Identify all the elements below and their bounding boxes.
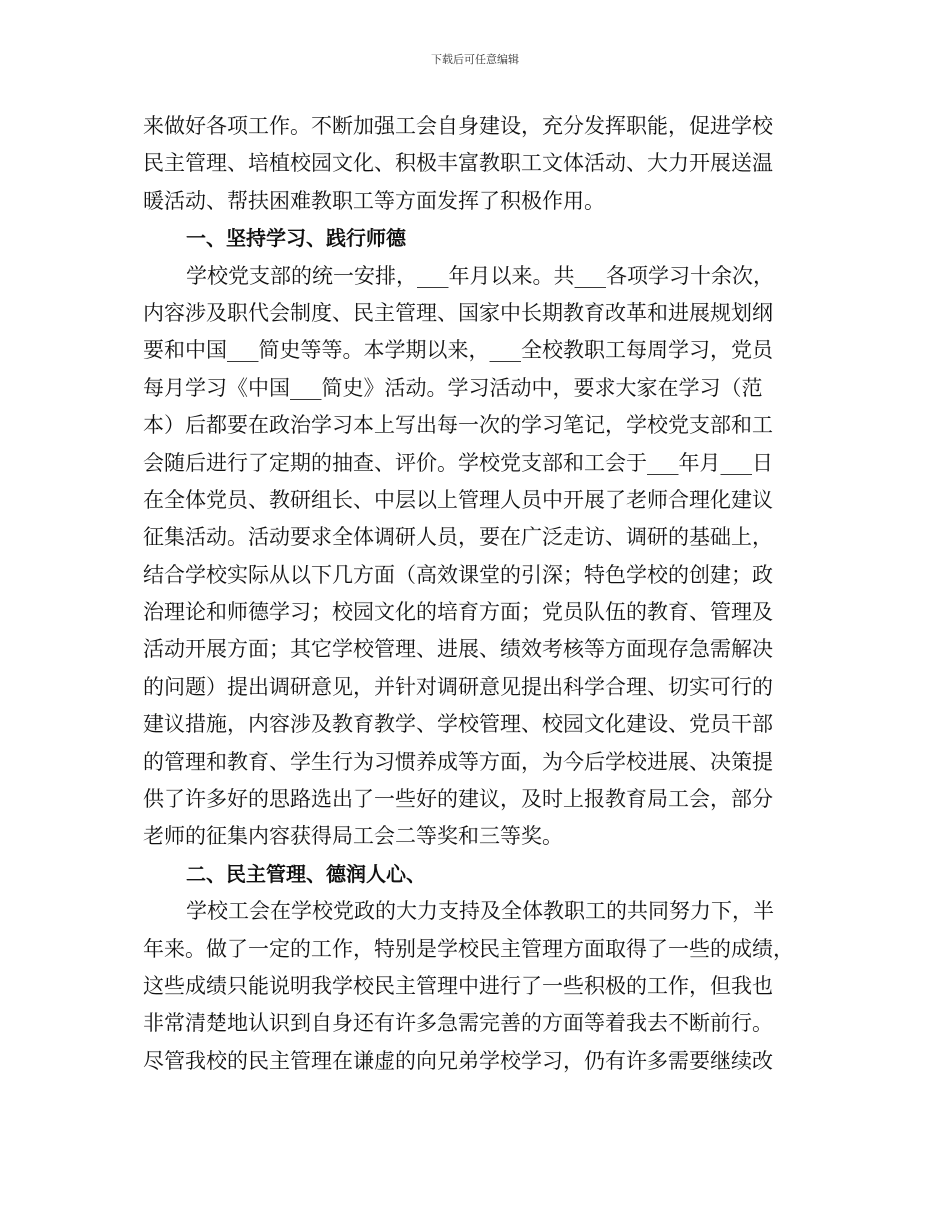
paragraph-line: 建议措施，内容涉及教育教学、学校管理、校园文化建设、党员干部: [143, 712, 773, 737]
paragraph-line: 供了许多好的思路选出了一些好的建议，及时上报教育局工会，部分: [143, 787, 773, 812]
paragraph-line: 非常清楚地认识到自身还有许多急需完善的方面等着我去不断前行。: [143, 1011, 773, 1036]
paragraph-line: 的问题）提出调研意见，并针对调研意见提出科学合理、切实可行的: [143, 674, 773, 699]
paragraph-line: 治理论和师德学习；校园文化的培育方面；党员队伍的教育、管理及: [143, 600, 773, 625]
section-heading: 二、民主管理、德润人心、: [186, 861, 426, 886]
paragraph-line: 尽管我校的民主管理在谦虚的向兄弟学校学习，仍有许多需要继续改: [143, 1048, 773, 1073]
paragraph-line: 学校工会在学校党政的大力支持及全体教职工的共同努力下，半: [186, 899, 774, 924]
paragraph-line: 结合学校实际从以下几方面（高效课堂的引深；特色学校的创建；政: [143, 562, 773, 587]
paragraph-line: 老师的征集内容获得局工会二等奖和三等奖。: [143, 824, 563, 849]
paragraph-line: 暖活动、帮扶困难教职工等方面发挥了积极作用。: [143, 188, 605, 213]
paragraph-line: 来做好各项工作。不断加强工会自身建设，充分发挥职能，促进学校: [143, 114, 773, 138]
paragraph-line: 学校党支部的统一安排，___年月以来。共___各项学习十余次，: [186, 263, 774, 288]
page-header: 下载后可任意编辑: [431, 53, 519, 66]
paragraph-line: 活动开展方面；其它学校管理、进展、绩效考核等方面现存急需解决: [143, 637, 773, 662]
paragraph-line: 在全体党员、教研组长、中层以上管理人员中开展了老师合理化建议: [143, 487, 773, 512]
paragraph-line: 征集活动。活动要求全体调研人员，要在广泛走访、调研的基础上，: [143, 525, 773, 550]
document-body: [143, 108, 813, 1080]
paragraph-line: 这些成绩只能说明我学校民主管理中进行了一些积极的工作，但我也: [143, 973, 773, 998]
paragraph-line: 本）后都要在政治学习本上写出每一次的学习笔记，学校党支部和工: [143, 413, 773, 438]
paragraph-line: 要和中国___简史等等。本学期以来，___全校教职工每周学习，党员: [143, 338, 773, 363]
paragraph-line: 年来。做了一定的工作，特别是学校民主管理方面取得了一些的成绩，: [143, 936, 794, 961]
paragraph-line: 民主管理、培植校园文化、积极丰富教职工文体活动、大力开展送温: [143, 151, 773, 176]
paragraph-line: 会随后进行了定期的抽查、评价。学校党支部和工会于___年月___日: [143, 450, 773, 475]
paragraph-line: 的管理和教育、学生行为习惯养成等方面，为今后学校进展、决策提: [143, 749, 773, 774]
paragraph-line: 每月学习《中国___简史》活动。学习活动中，要求大家在学习（范: [143, 375, 763, 400]
section-heading: 一、坚持学习、践行师德: [186, 226, 406, 251]
paragraph-line: 内容涉及职代会制度、民主管理、国家中长期教育改革和进展规划纲: [143, 300, 773, 325]
